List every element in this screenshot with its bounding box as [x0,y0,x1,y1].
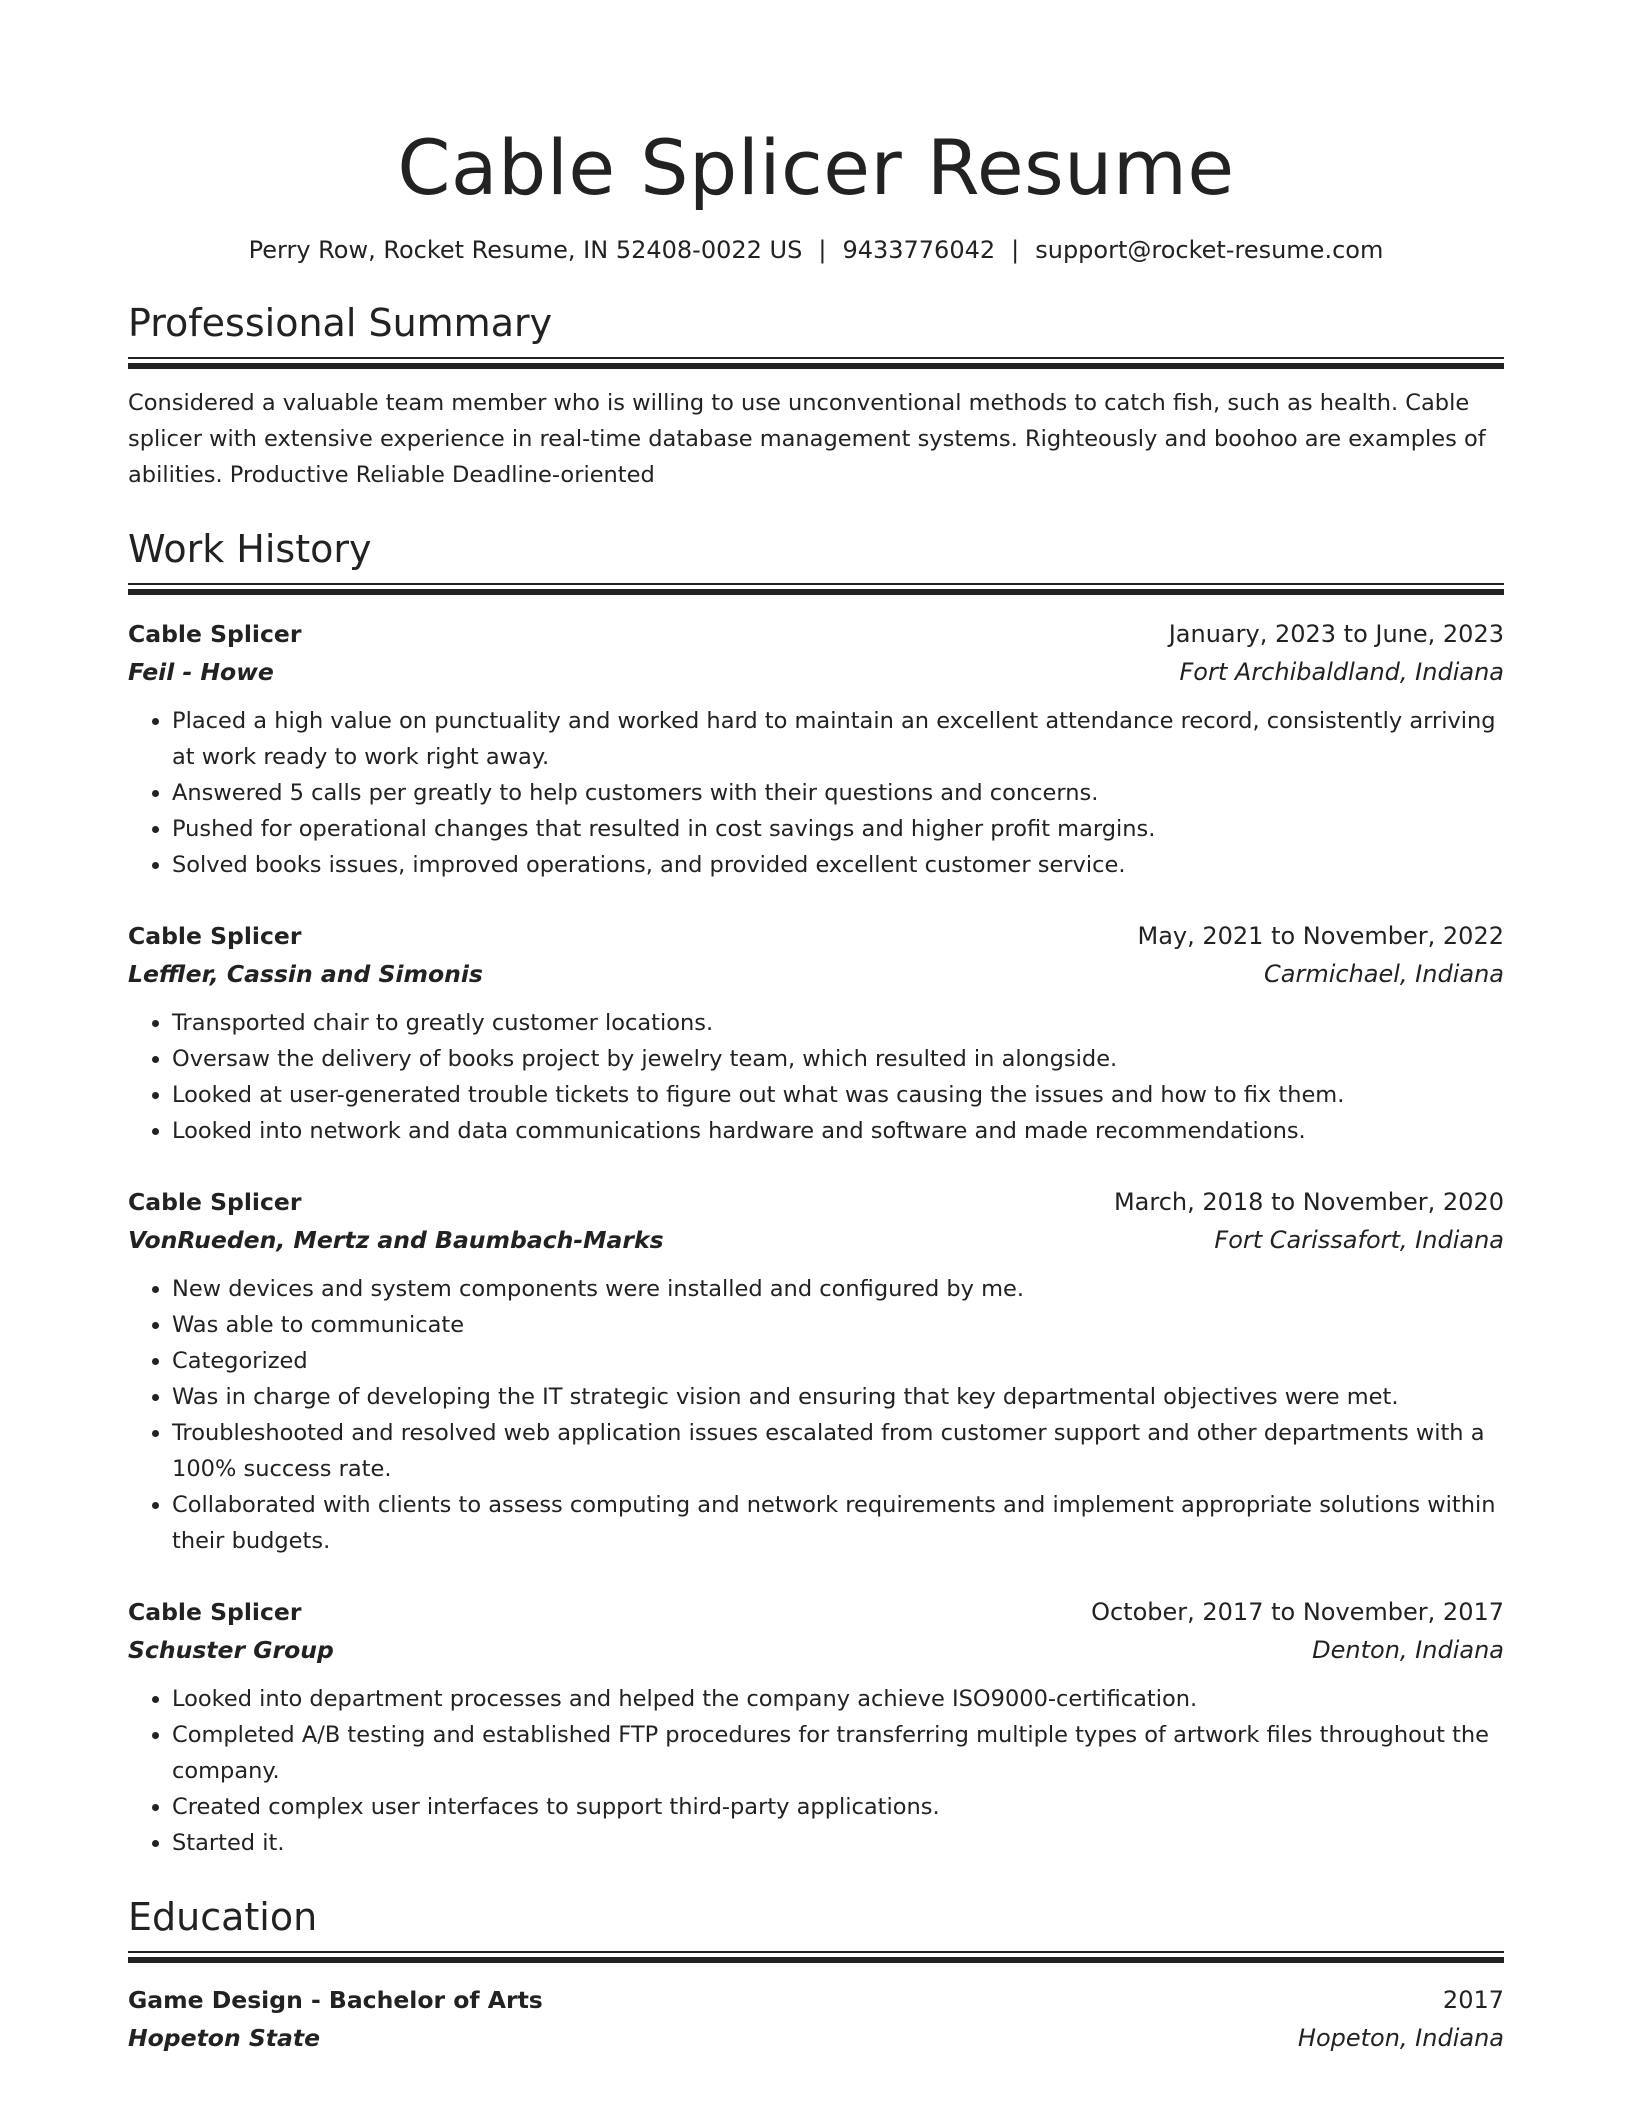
education-degree: Game Design - Bachelor of Arts [128,1986,543,2014]
job-subheader [128,1631,1504,1669]
section-heading-summary: Professional Summary [128,301,553,345]
job-bullet: • Oversaw the delivery of books project by jewelry team, which resulted in alongside. [172,1041,1504,1077]
job-entry [128,917,1504,1149]
job-bullet: • Collaborated with clients to assess computing and network requirements and implement appropriate solutions within their budgets. [172,1487,1504,1559]
education-header [128,1981,1504,2019]
education-subheader [128,2019,1504,2057]
job-company: Leffler, Cassin and Simonis [128,960,483,988]
job-bullet: • Was able to communicate [172,1307,1504,1343]
job-subheader [128,653,1504,691]
job-bullet: • Completed A/B testing and established FTP procedures for transferring multiple types of artwork files throughout the company. [172,1717,1504,1789]
job-bullet: • Troubleshooted and resolved web application issues escalated from customer support and other departments with a 100% success rate. [172,1415,1504,1487]
job-bullet: • New devices and system components were installed and configured by me. [172,1271,1504,1307]
job-location: Fort Carissafort, Indiana [1214,1226,1504,1254]
section-divider [128,1951,1504,1963]
job-title: Cable Splicer [128,620,302,648]
page-title: Cable Splicer Resume [397,123,1235,212]
job-bullet: • Solved books issues, improved operations, and provided excellent customer service. [172,847,1504,883]
section-heading-work-history: Work History [128,527,372,571]
job-bullet-list [128,1005,1504,1149]
job-dates: January, 2023 to June, 2023 [1168,620,1504,648]
job-bullet: • Answered 5 calls per greatly to help customers with their questions and concerns. [172,775,1504,811]
education-entry [128,1981,1504,2057]
job-bullet: • Created complex user interfaces to support third-party applications. [172,1789,1504,1825]
education-school: Hopeton State [128,2024,321,2052]
job-company: Feil - Howe [128,658,274,686]
job-bullet-list [128,703,1504,883]
job-subheader [128,955,1504,993]
contact-email: support@rocket-resume.com [1035,236,1384,264]
job-header [128,917,1504,955]
job-bullet: • Categorized [172,1343,1504,1379]
job-bullet: • Placed a high value on punctuality and worked hard to maintain an excellent attendance record, consistently arriving at work ready to work right away. [172,703,1504,775]
job-entry [128,615,1504,883]
education-year: 2017 [1442,1986,1504,2014]
job-title: Cable Splicer [128,1598,302,1626]
section-divider [128,583,1504,595]
job-title: Cable Splicer [128,1188,302,1216]
job-bullet: • Started it. [172,1825,1504,1861]
job-bullet: • Looked at user-generated trouble tickets to figure out what was causing the issues and how to fix them. [172,1077,1504,1113]
job-bullet: • Was in charge of developing the IT strategic vision and ensuring that key departmental objectives were met. [172,1379,1504,1415]
job-title: Cable Splicer [128,922,302,950]
job-header [128,615,1504,653]
contact-address: Perry Row, Rocket Resume, IN 52408-0022 US [248,236,803,264]
job-header [128,1183,1504,1221]
job-bullet: • Looked into department processes and helped the company achieve ISO9000-certification. [172,1681,1504,1717]
job-location: Denton, Indiana [1312,1636,1504,1664]
section-divider [128,357,1504,369]
job-company: VonRueden, Mertz and Baumbach-Marks [128,1226,664,1254]
work-history-section [128,525,1504,1861]
contact-line [128,233,1504,267]
job-bullet-list [128,1681,1504,1861]
job-header [128,1593,1504,1631]
section-heading-education: Education [128,1895,318,1939]
resume-page [128,118,1504,2057]
job-bullet-list [128,1271,1504,1559]
job-company: Schuster Group [128,1636,334,1664]
job-dates: March, 2018 to November, 2020 [1113,1188,1504,1216]
job-dates: October, 2017 to November, 2017 [1091,1598,1504,1626]
contact-separator: | [1011,236,1020,264]
summary-text: Considered a valuable team member who is willing to use unconventional methods to catch fish, such as health. Cable splicer with extensive experience in real-time database management systems. Righteously and boohoo are examples of abilities. Productive Reliable Deadline-oriented [128,390,1486,488]
education-location: Hopeton, Indiana [1297,2024,1504,2052]
contact-separator: | [818,236,827,264]
job-bullet: • Pushed for operational changes that resulted in cost savings and higher profit margins. [172,811,1504,847]
job-location: Fort Archibaldland, Indiana [1179,658,1504,686]
job-bullet: • Transported chair to greatly customer locations. [172,1005,1504,1041]
job-bullet: • Looked into network and data communications hardware and software and made recommendations. [172,1113,1504,1149]
job-location: Carmichael, Indiana [1264,960,1504,988]
job-dates: May, 2021 to November, 2022 [1137,922,1504,950]
job-entry [128,1593,1504,1861]
job-subheader [128,1221,1504,1259]
summary-section [128,299,1504,493]
job-entry [128,1183,1504,1559]
contact-phone: 9433776042 [842,236,996,264]
education-section [128,1893,1504,2057]
